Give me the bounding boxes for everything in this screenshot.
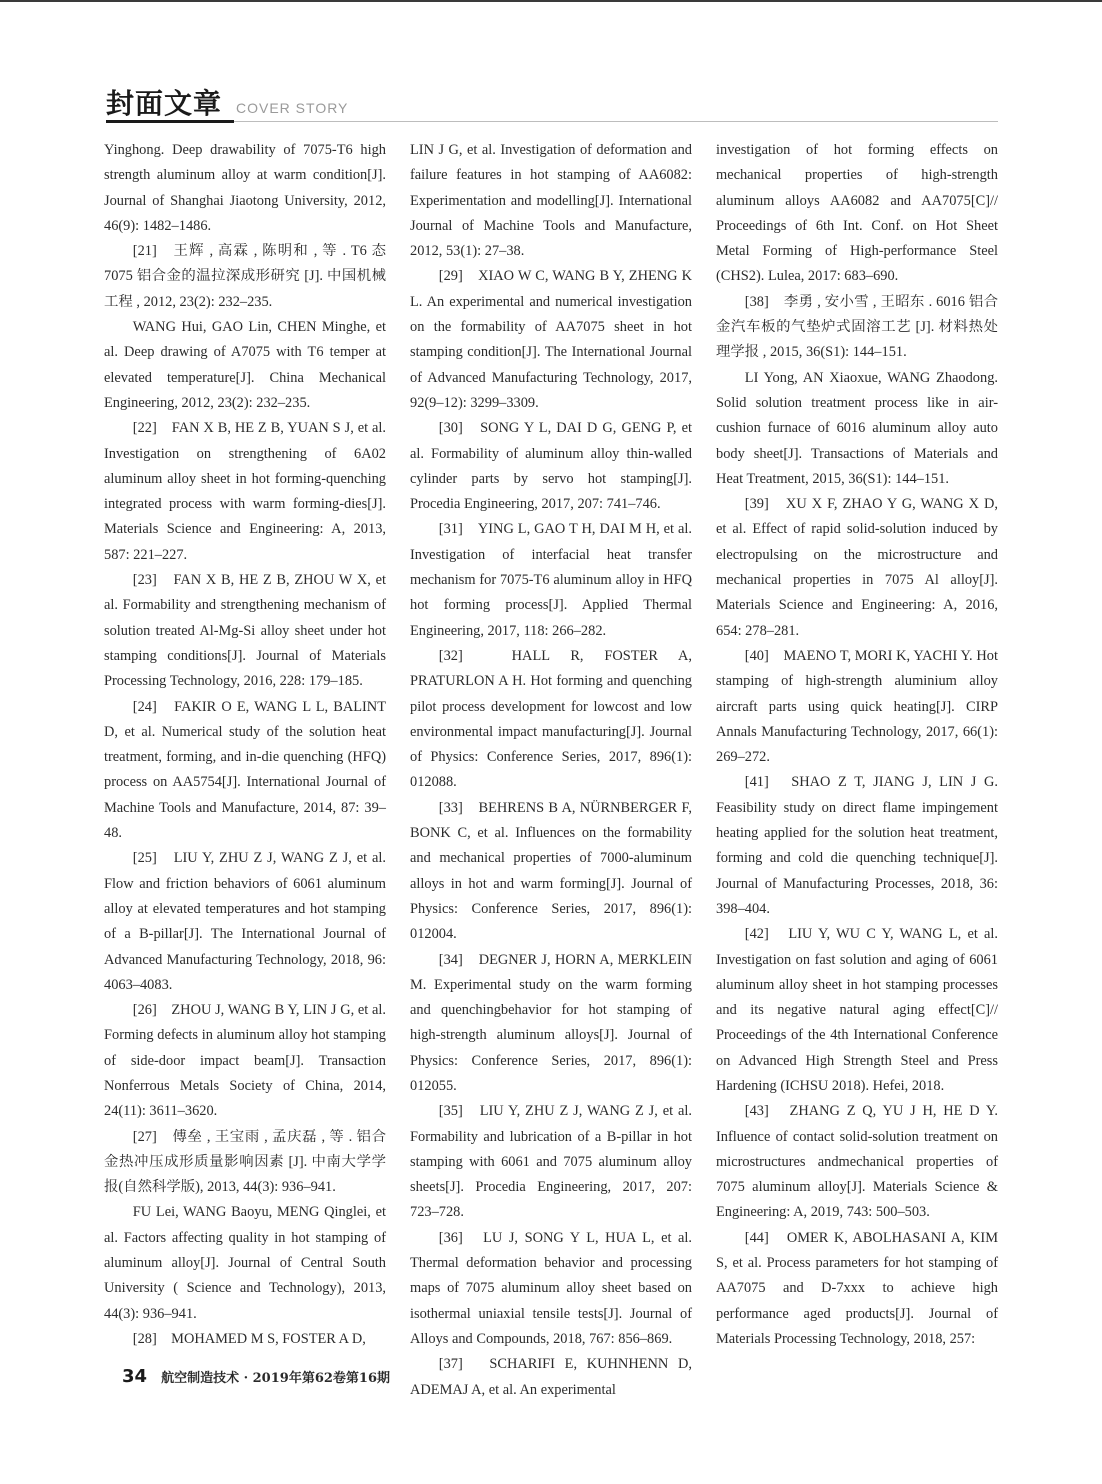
reference-paragraph: Yinghong. Deep drawability of 7075-T6 high strength aluminum alloy at warm condition[J]. Journal of Shanghai Jiaotong University, 2012, 46(9): 1482–1486. [104, 142, 386, 234]
reference-paragraph: [38] 李勇 , 安小雪 , 王昭东 . 6016 铝合金汽车板的气垫炉式固溶工艺 [J]. 材料热处理学报 , 2015, 36(S1): 144–151. [716, 293, 998, 361]
reference-paragraph: [25] LIU Y, ZHU Z J, WANG Z J, et al. Flow and friction behaviors of 6061 aluminum alloy at elevated temperatures and hot stamping of a B-pillar[J]. The International Journal of Advanced Manufacturing Technology, 2018, 96: 4063–4083. [104, 850, 386, 993]
reference-paragraph: LIN J G, et al. Investigation of deformation and failure features in hot stamping of AA6082: Experimentation and modelling[J]. International Journal of Machine Tools and Manufacture, 2012, 53(1): 27–38. [410, 142, 692, 260]
reference-paragraph: [32] HALL R, FOSTER A, PRATURLON A H. Hot forming and quenching pilot process development for lowcost and low environmental impact manufacturing[J]. Journal of Physics: Conference Series, 2017, 896(1): 012088. [410, 647, 692, 791]
reference-paragraph: [43] ZHANG Z Q, YU J H, HE D Y. Influence of contact solid-solution treatment on microstructures andmechanical properties of 7075 aluminum alloy[J]. Materials Science & Engineering: A, 2019, 743: 500–503. [716, 1103, 998, 1221]
reference-paragraph: [21] 王辉 , 高霖 , 陈明和 , 等 . T6 态 7075 铝合金的温拉深成形研究 [J]. 中国机械工程 , 2012, 23(2): 232–235. [104, 243, 386, 310]
reference-paragraph: [31] YING L, GAO T H, DAI M H, et al. Investigation of interfacial heat transfer mechanism for 7075-T6 aluminum alloy in HFQ hot forming process[J]. Applied Thermal Engineering, 2017, 118: 266–282. [410, 521, 692, 639]
reference-column-3 [716, 138, 998, 1353]
reference-paragraph: [35] LIU Y, ZHU Z J, WANG Z J, et al. Formability and lubrication of a B-pillar in hot stamping with 6061 and 7075 aluminum alloy sheets[J]. Procedia Engineering, 2017, 207: 723–728. [410, 1103, 692, 1221]
reference-paragraph: [28] MOHAMED M S, FOSTER A D, [132, 1330, 366, 1347]
header-rule-light [234, 121, 998, 122]
reference-paragraph: [37] SCHARIFI E, KUHNHENN D, ADEMAJ A, et al. An experimental [410, 1356, 692, 1398]
reference-paragraph: [40] MAENO T, MORI K, YACHI Y. Hot stamping of high-strength aluminium alloy aircraft parts using quick heating[J]. CIRP Annals Manufacturing Technology, 2017, 66(1): 269–272. [716, 647, 998, 766]
reference-paragraph: [39] XU X F, ZHAO Y G, WANG X D, et al. Effect of rapid solid-solution induced by electropulsing on the microstructure and mechanical properties in 7075 Al alloy[J]. Materials Science and Engineering: A, 2016, 654: 278–281. [716, 496, 998, 639]
section-title: 封面文章 [106, 87, 223, 120]
reference-paragraph: [36] LU J, SONG Y L, HUA L, et al. Thermal deformation behavior and processing maps of 7075 aluminum alloy sheet based on isothermal uniaxial tensile tests[J]. Journal of Alloys and Compounds, 2018, 767: 856–869. [410, 1229, 692, 1347]
journal-info: 航空制造技术 · 2019年第62卷第16期 [161, 1371, 391, 1386]
header-rule-dark [106, 120, 234, 123]
reference-paragraph: [41] SHAO Z T, JIANG J, LIN J G. Feasibility study on direct flame impingement heating applied for the solution heat treatment, forming and cold die quenching technique[J]. Journal of Manufacturing Processes, 2018, 36: 398–404. [716, 774, 998, 917]
reference-paragraph: [27] 傅垒 , 王宝雨 , 孟庆磊 , 等 . 铝合金热冲压成形质量影响因素 [J]. 中南大学学报(自然科学版), 2013, 44(3): 936–941. [104, 1128, 386, 1196]
reference-paragraph: [34] DEGNER J, HORN A, MERKLEIN M. Experimental study on the warm forming and quenchingbehavior for hot stamping of high-strength aluminum alloys[J]. Journal of Physics: Conference Series, 2017, 896(1): 012055. [410, 951, 692, 1094]
reference-paragraph: LI Yong, AN Xiaoxue, WANG Zhaodong. Solid solution treatment process like in air-cushion furnace of 6016 aluminum alloy auto body sheet[J]. Transactions of Materials and Heat Treatment, 2015, 36(S1): 144–151. [716, 369, 998, 487]
reference-column-2 [410, 138, 692, 1398]
reference-paragraph: [44] OMER K, ABOLHASANI A, KIM S, et al. Process parameters for hot stamping of AA7075 and D-7xxx to achieve high performance aged products[J]. Journal of Materials Processing Technology, 2018, 257: [716, 1229, 998, 1347]
reference-paragraph: WANG Hui, GAO Lin, CHEN Minghe, et al. Deep drawing of A7075 with T6 temper at elevated temperature[J]. China Mechanical Engineering, 2012, 23(2): 232–235. [104, 319, 386, 411]
reference-paragraph: [26] ZHOU J, WANG B Y, LIN J G, et al. Forming defects in aluminum alloy hot stamping of side-door impact beam[J]. Transaction Nonferrous Metals Society of China, 2014, 24(11): 3611–3620. [104, 1002, 386, 1120]
section-subtitle: COVER STORY [236, 100, 349, 116]
reference-paragraph: [24] FAKIR O E, WANG L L, BALINT D, et al. Numerical study of the solution heat treatment, forming, and in-die quenching (HFQ) process on AA5754[J]. International Journal of Machine Tools and Manufacture, 2014, 87: 39–48. [104, 698, 386, 842]
page-number: 34 [122, 1366, 148, 1387]
reference-paragraph: [23] FAN X B, HE Z B, ZHOU W X, et al. Formability and strengthening mechanism of solution treated Al-Mg-Si alloy sheet under hot stamping conditions[J]. Journal of Materials Processing Technology, 2016, 228: 179–185. [104, 572, 386, 690]
reference-paragraph: [30] SONG Y L, DAI D G, GENG P, et al. Formability of aluminum alloy thin-walled cylinder parts by servo hot stamping[J]. Procedia Engineering, 2017, 207: 741–746. [410, 420, 692, 513]
reference-paragraph: FU Lei, WANG Baoyu, MENG Qinglei, et al. Factors affecting quality in hot stamping of aluminum alloy[J]. Journal of Central South University ( Science and Technology), 2013, 44(3): 936–941. [104, 1204, 386, 1322]
reference-paragraph: investigation of hot forming effects on mechanical properties of high-strength aluminum alloys AA6082 and AA7075[C]// Proceedings of 6th Int. Conf. on Hot Sheet Metal Forming of High-performance Steel (CHS2). Lulea, 2017: 683–690. [716, 142, 998, 285]
reference-paragraph: [29] XIAO W C, WANG B Y, ZHENG K L. An experimental and numerical investigation on the formability of AA7075 sheet in hot stamping condition[J]. The International Journal of Advanced Manufacturing Technology, 2017, 92(9–12): 3299–3309. [410, 268, 692, 411]
reference-column-1 [104, 138, 386, 1353]
top-border-rule [0, 0, 1102, 2]
reference-paragraph: [22] FAN X B, HE Z B, YUAN S J, et al. Investigation on strengthening of 6A02 aluminum alloy sheet in hot forming-quenching integrated process with warm forming-dies[J]. Materials Science and Engineering: A, 2013, 587: 221–227. [104, 420, 386, 563]
reference-paragraph: [33] BEHRENS B A, NÜRNBERGER F, BONK C, et al. Influences on the formability and mechanical properties of 7000-aluminum alloys in hot and warm forming[J]. Journal of Physics: Conference Series, 2017, 896(1): 012004. [410, 799, 692, 943]
reference-paragraph: [42] LIU Y, WU C Y, WANG L, et al. Investigation on fast solution and aging of 6061 aluminum alloy sheet in hot stamping processes and its negative natural aging effect[C]// Proceedings of the 4th International Conference on Advanced High Strength Steel and Press Hardening (ICHSU 2018). Hefei, 2018. [716, 926, 998, 1094]
page-footer [122, 1366, 390, 1387]
